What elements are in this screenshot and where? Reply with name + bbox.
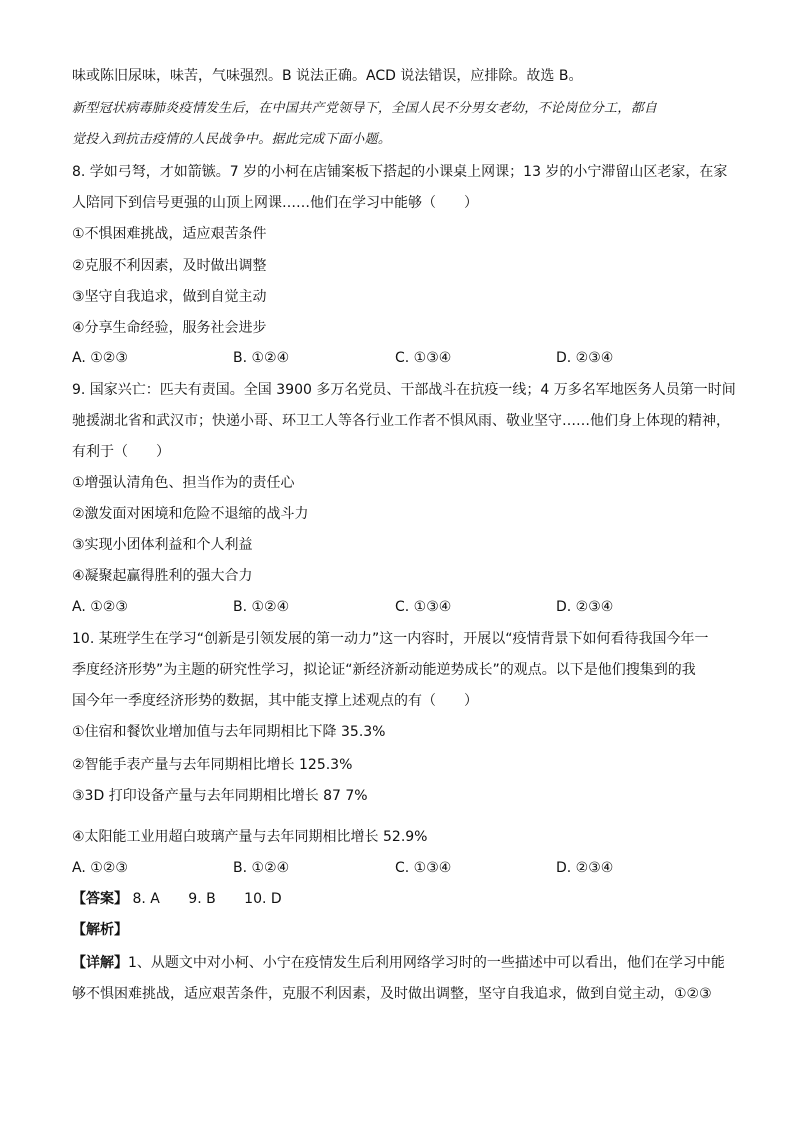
- option-b[interactable]: B. ①②④: [233, 599, 290, 615]
- detail-line-1: [72, 953, 725, 973]
- question-10-item-4: ④太阳能工业用超白玻璃产量与去年同期相比增长 52.9%: [72, 829, 428, 845]
- option-a[interactable]: A. ①②③: [72, 860, 128, 876]
- option-d[interactable]: D. ②③④: [556, 350, 614, 366]
- group-intro-line-1: 新型冠状病毒肺炎疫情发生后，在中国共产党领导下，全国人民不分男女老幼，不论岗位分工，都自: [72, 101, 658, 116]
- answer-10: 10. D: [244, 891, 282, 907]
- option-d[interactable]: D. ②③④: [556, 599, 614, 615]
- question-10-item-1: ①住宿和餐饮业增加值与去年同期相比下降 35.3%: [72, 724, 386, 740]
- option-a[interactable]: A. ①②③: [72, 350, 128, 366]
- question-10-item-3: ③3D 打印设备产量与去年同期相比增长 87 7%: [72, 788, 368, 804]
- previous-answer-tail: 味或陈旧尿味，味苦，气味强烈。B 说法正确。ACD 说法错误，应排除。故选 B。: [72, 68, 583, 84]
- question-10-stem-line-3: 国今年一季度经济形势的数据，其中能支撑上述观点的有（ ）: [72, 693, 478, 709]
- question-9-stem-line-1: 9. 国家兴亡：匹夫有责国。全国 3900 多万名党员、干部战斗在抗疫一线；4 万多名军地医务人员第一时间: [72, 382, 736, 398]
- answer-row: [72, 889, 306, 909]
- analysis-heading: [72, 920, 128, 940]
- group-intro-line-2: 觉投入到抗击疫情的人民战争中。据此完成下面小题。: [72, 132, 392, 147]
- option-b[interactable]: B. ①②④: [233, 350, 290, 366]
- option-c[interactable]: C. ①③④: [395, 350, 452, 366]
- question-8-item-1: ①不惧困难挑战，适应艰苦条件: [72, 226, 267, 242]
- question-8-stem-line-2: 人陪同下到信号更强的山顶上网课……他们在学习中能够（ ）: [72, 195, 478, 211]
- question-9-stem-line-3: 有利于（ ）: [72, 444, 170, 460]
- detail-line-2: 够不惧困难挑战，适应艰苦条件，克服不利因素，及时做出调整，坚守自我追求，做到自觉主动，①②③: [72, 986, 712, 1002]
- option-c[interactable]: C. ①③④: [395, 599, 452, 615]
- question-8-item-3: ③坚守自我追求，做到自觉主动: [72, 289, 267, 305]
- analysis-label: 【解析】: [72, 922, 128, 938]
- option-a[interactable]: A. ①②③: [72, 599, 128, 615]
- question-10-item-2: ②智能手表产量与去年同期相比增长 125.3%: [72, 757, 353, 773]
- question-8-item-2: ②克服不利因素，及时做出调整: [72, 258, 267, 274]
- question-8-item-4: ④分享生命经验，服务社会进步: [72, 320, 267, 336]
- question-9-item-4: ④凝聚起赢得胜利的强大合力: [72, 568, 253, 584]
- question-10-stem-line-1: 10. 某班学生在学习“创新是引领发展的第一动力”这一内容时，开展以“疫情背景下如何看待我国今年一: [72, 631, 709, 647]
- answer-9: 9. B: [188, 891, 216, 907]
- detail-label: 【详解】: [72, 955, 128, 971]
- question-10-stem-line-2: 季度经济形势”为主题的研究性学习，拟论证“新经济新动能逆势成长”的观点。以下是他们搜集到的我: [72, 662, 696, 678]
- question-9-item-3: ③实现小团体利益和个人利益: [72, 537, 253, 553]
- answer-8: 8. A: [132, 891, 160, 907]
- option-d[interactable]: D. ②③④: [556, 860, 614, 876]
- option-c[interactable]: C. ①③④: [395, 860, 452, 876]
- answer-label: 【答案】: [72, 891, 128, 907]
- detail-text-1: 1、从题文中对小柯、小宁在疫情发生后利用网络学习时的一些描述中可以看出，他们在学习中能: [128, 955, 725, 971]
- question-9-stem-line-2: 驰援湖北省和武汉市；快递小哥、环卫工人等各行业工作者不惧风雨、敬业坚守……他们身上体现的精神，: [72, 413, 730, 429]
- question-9-item-2: ②激发面对困境和危险不退缩的战斗力: [72, 506, 309, 522]
- option-b[interactable]: B. ①②④: [233, 860, 290, 876]
- question-9-item-1: ①增强认清角色、担当作为的责任心: [72, 475, 295, 491]
- question-8-stem-line-1: 8. 学如弓弩，才如箭镞。7 岁的小柯在店铺案板下搭起的小课桌上网课；13 岁的小宁滞留山区老家，在家: [72, 164, 728, 180]
